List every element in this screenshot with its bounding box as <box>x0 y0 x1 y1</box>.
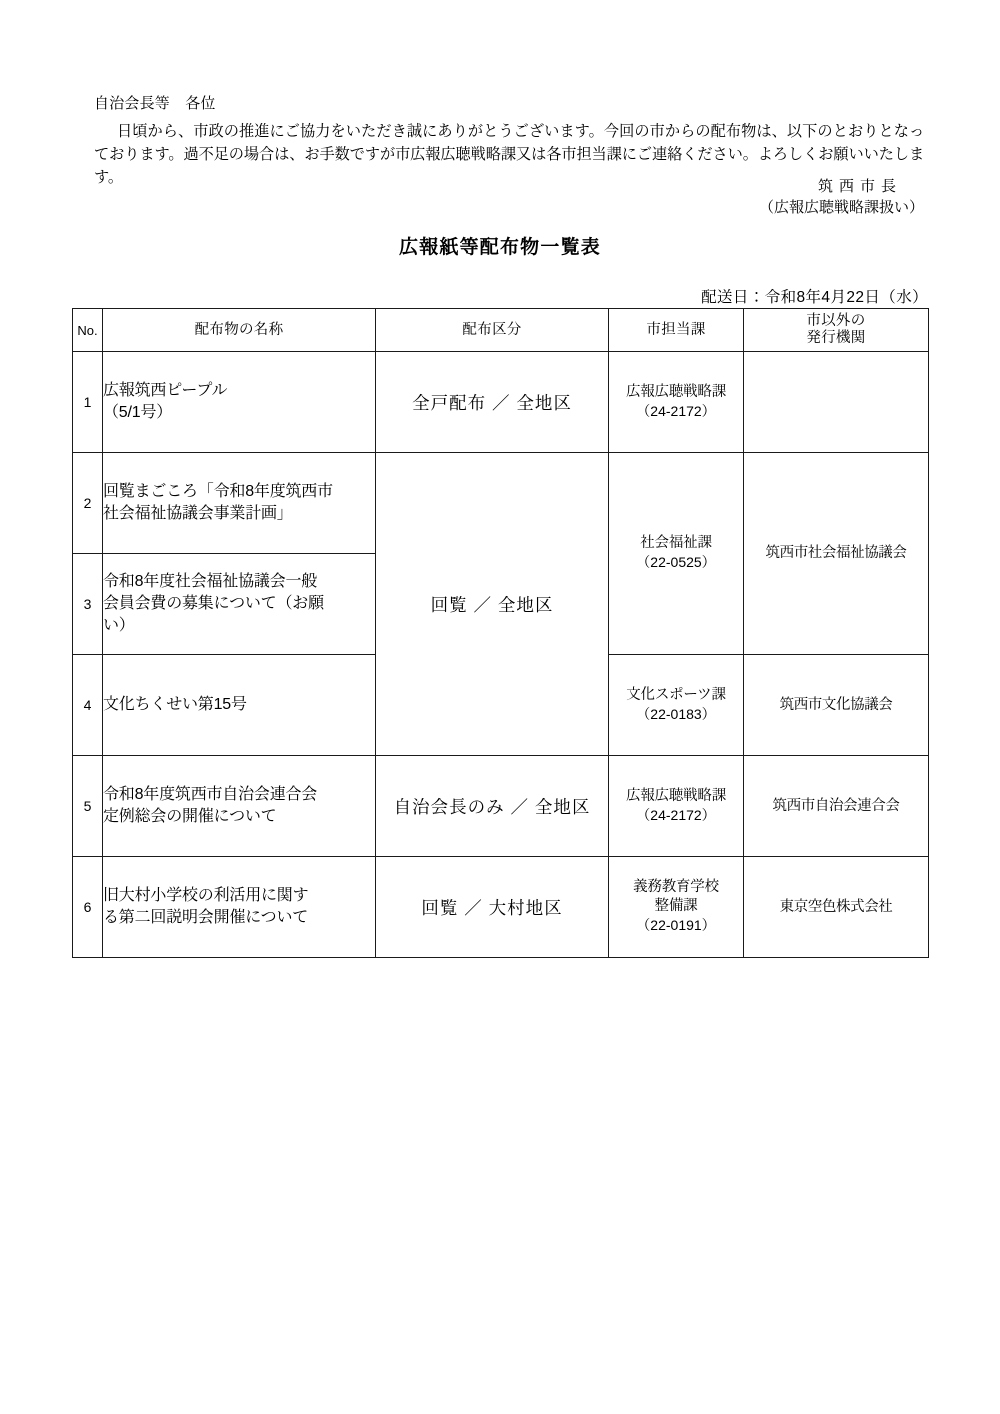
item-name-line1: 令和8年度筑西市自治会連合会 <box>103 786 318 803</box>
row-number: 4 <box>73 655 103 756</box>
department-phone: （22-0525） <box>636 554 716 570</box>
department-phone: （22-0183） <box>636 705 716 722</box>
distribution-table-wrapper <box>72 308 928 958</box>
item-name-cell <box>103 554 376 655</box>
department-name: 社会福祉課 <box>640 535 712 551</box>
row-number: 5 <box>73 756 103 857</box>
item-name-cell <box>103 655 376 756</box>
column-header-name: 配布物の名称 <box>103 309 376 352</box>
item-name-line3: い） <box>103 617 135 634</box>
column-header-dept: 市担当課 <box>609 309 744 352</box>
table-header-row <box>73 309 929 352</box>
external-organization-cell: 筑西市社会福祉協議会 <box>744 453 929 655</box>
column-header-org-line1: 市以外の <box>806 313 866 329</box>
table-row <box>73 756 929 857</box>
table-row <box>73 352 929 453</box>
department-cell <box>609 857 744 958</box>
department-name: 広報広聴戦略課 <box>625 383 727 400</box>
item-name-line1: 広報筑西ピープル <box>103 382 228 399</box>
page-title: 広報紙等配布物一覧表 <box>398 237 601 258</box>
signature-department: （広報広聴戦略課扱い） <box>758 199 924 216</box>
item-name-line2: （5/1号） <box>103 404 173 421</box>
item-name-line2: る第二回説明会開催について <box>103 909 309 926</box>
external-organization-cell <box>744 352 929 453</box>
department-cell <box>609 655 744 756</box>
row-number: 1 <box>73 352 103 453</box>
external-organization-cell: 筑西市自治会連合会 <box>744 756 929 857</box>
table-row <box>73 857 929 958</box>
distribution-type-cell: 回覧 ／ 全地区 <box>376 453 609 756</box>
department-cell <box>609 756 744 857</box>
department-name: 文化スポーツ課 <box>626 686 726 703</box>
external-organization-cell: 筑西市文化協議会 <box>744 655 929 756</box>
distribution-table <box>72 308 929 958</box>
delivery-date: 配送日：令和8年4月22日（水） <box>701 289 928 306</box>
distribution-type-cell: 回覧 ／ 大村地区 <box>376 857 609 958</box>
distribution-type-cell: 自治会長のみ ／ 全地区 <box>376 756 609 857</box>
table-header <box>73 309 929 352</box>
item-name-cell <box>103 857 376 958</box>
item-name-cell <box>103 453 376 554</box>
item-name-line1: 令和8年度社会福祉協議会一般 <box>103 573 318 590</box>
item-name-line2: 会員会費の募集について（お願 <box>103 595 324 612</box>
department-cell <box>609 453 744 655</box>
department-phone: （22-0191） <box>636 917 716 933</box>
distribution-type-cell: 全戸配布 ／ 全地区 <box>376 352 609 453</box>
department-phone: （24-2172） <box>636 402 716 419</box>
row-number: 6 <box>73 857 103 958</box>
column-header-no: No. <box>73 309 103 352</box>
table-row <box>73 453 929 554</box>
item-name-cell <box>103 352 376 453</box>
item-name-line1: 文化ちくせい第15号 <box>103 696 247 713</box>
department-cell <box>609 352 744 453</box>
table-body <box>73 352 929 958</box>
signature-block <box>759 176 924 218</box>
row-number: 3 <box>73 554 103 655</box>
item-name-line2: 社会福祉協議会事業計画」 <box>103 505 293 522</box>
column-header-kubun: 配布区分 <box>376 309 609 352</box>
intro-paragraph-text: 日頃から、市政の推進にご協力をいただき誠にありがとうございます。今回の市からの配布物は、以下のとおりとなっております。過不足の場合は、お手数ですが市広報広聴戦略課又は各市担当課にご連絡ください。よろしくお願いいたします。 <box>94 123 924 186</box>
department-name: 広報広聴戦略課 <box>625 787 727 804</box>
addressee-line: 自治会長等 各位 <box>94 95 216 112</box>
external-organization-cell: 東京空色株式会社 <box>744 857 929 958</box>
department-name-line2: 整備課 <box>654 898 698 914</box>
signature-city-head: 筑西市長 <box>817 178 902 195</box>
item-name-line1: 回覧まごころ「令和8年度筑西市 <box>103 483 333 500</box>
department-name-line1: 義務教育学校 <box>633 879 719 895</box>
column-header-org-line2: 発行機関 <box>806 330 866 346</box>
item-name-line1: 旧大村小学校の利活用に関す <box>103 887 309 904</box>
item-name-cell <box>103 756 376 857</box>
department-phone: （24-2172） <box>636 806 716 823</box>
column-header-org <box>744 309 929 352</box>
row-number: 2 <box>73 453 103 554</box>
item-name-line2: 定例総会の開催について <box>103 808 277 825</box>
